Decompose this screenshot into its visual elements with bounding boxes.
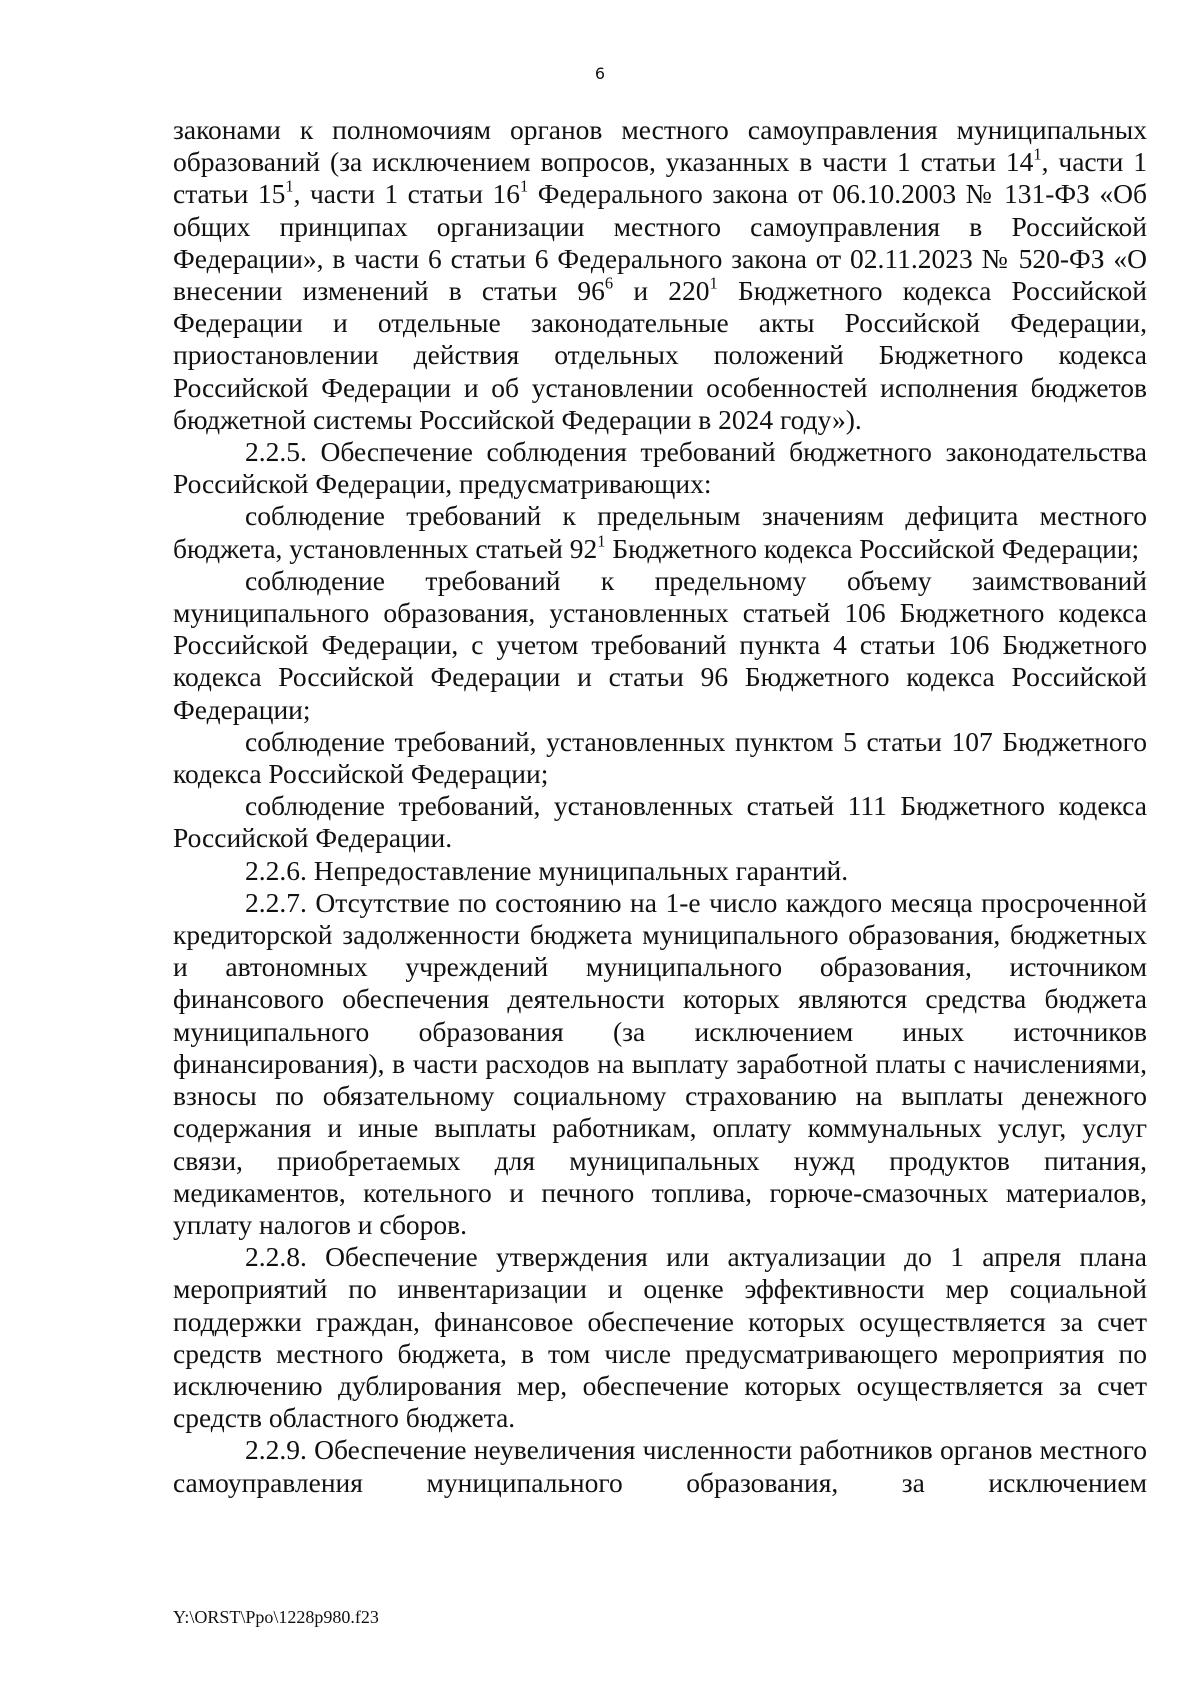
list-item-article-107: соблюдение требований, установленных пунктом 5 статьи 107 Бюджетного кодекса Российской Федерации;: [173, 725, 1147, 790]
list-item-borrowing: соблюдение требований к предельному объему заимствований муниципального образования, установленных статьей 106 Бюджетного кодекса Российской Федерации, с учетом требований пункта 4 статьи 106 Бюджетного кодекса Российской Федерации и статьи 96 Бюджетного кодекса Российской Федерации;: [173, 564, 1147, 725]
clause-2-2-8: 2.2.8. Обеспечение утверждения или актуализации до 1 апреля плана мероприятий по инвентаризации и оценке эффективности мер социальной поддержки граждан, финансовое обеспечение которых осуществляется за счет средств местного бюджета, в том числе предусматривающего мероприятия по исключению дублирования мер, обеспечение которых осуществляется за счет средств областного бюджета.: [173, 1241, 1147, 1434]
list-item-article-111: соблюдение требований, установленных статьей 111 Бюджетного кодекса Российской Федерации.: [173, 790, 1147, 854]
clause-2-2-7: 2.2.7. Отсутствие по состоянию на 1-е число каждого месяца просроченной кредиторской задолженности бюджета муниципального образования, бюджетных и автономных учреждений муниципального образования, источником финансового обеспечения деятельности которых являются средства бюджета муниципального образования (за исключением иных источников финансирования), в части расходов на выплату заработной платы с начислениями, взносы по обязательному социальному страхованию на выплаты денежного содержания и иные выплаты работникам, оплату коммунальных услуг, услуг связи, приобретаемых для муниципальных нужд продуктов питания, медикаментов, котельного и печного топлива, горюче-смазочных материалов, уплату налогов и сборов.: [173, 886, 1147, 1240]
file-path-footer: Y:\ORST\Ppo\1228p980.f23: [173, 1607, 379, 1627]
document-body: [173, 114, 1147, 1499]
list-item-deficit: соблюдение требований к предельным значениям дефицита местного бюджета, установленных статьей $92^1$ Бюджетного кодекса Российской Федерации;: [173, 500, 1147, 564]
clause-2-2-6: 2.2.6. Непредоставление муниципальных гарантий.: [245, 854, 849, 886]
clause-2-2-9: 2.2.9. Обеспечение неувеличения численности работников органов местного самоуправления муниципального образования, за исключением: [173, 1434, 1147, 1498]
page-number: 6: [594, 64, 606, 83]
clause-2-2-5: 2.2.5. Обеспечение соблюдения требований бюджетного законодательства Российской Федерации, предусматривающих:: [173, 436, 1147, 500]
intro-paragraph: законами к полномочиям органов местного самоуправления муниципальных образований (за исключением вопросов, указанных в части 1 статьи $14^1$, части 1 статьи $15^1$, части 1 статьи $16^1$ Федерального закона от 06.10.2003 № 131-ФЗ «Об общих принципах организации местного самоуправления в Российской Федерации», в части 6 статьи 6 Федерального закона от 02.11.2023 № 520-ФЗ «О внесении изменений в статьи $96^6$ и $220^1$ Бюджетного кодекса Российской Федерации и отдельные законодательные акты Российской Федерации, приостановлении действия отдельных положений Бюджетного кодекса Российской Федерации и об установлении особенностей исполнения бюджетов бюджетной системы Российской Федерации в 2024 году»).: [173, 114, 1148, 435]
